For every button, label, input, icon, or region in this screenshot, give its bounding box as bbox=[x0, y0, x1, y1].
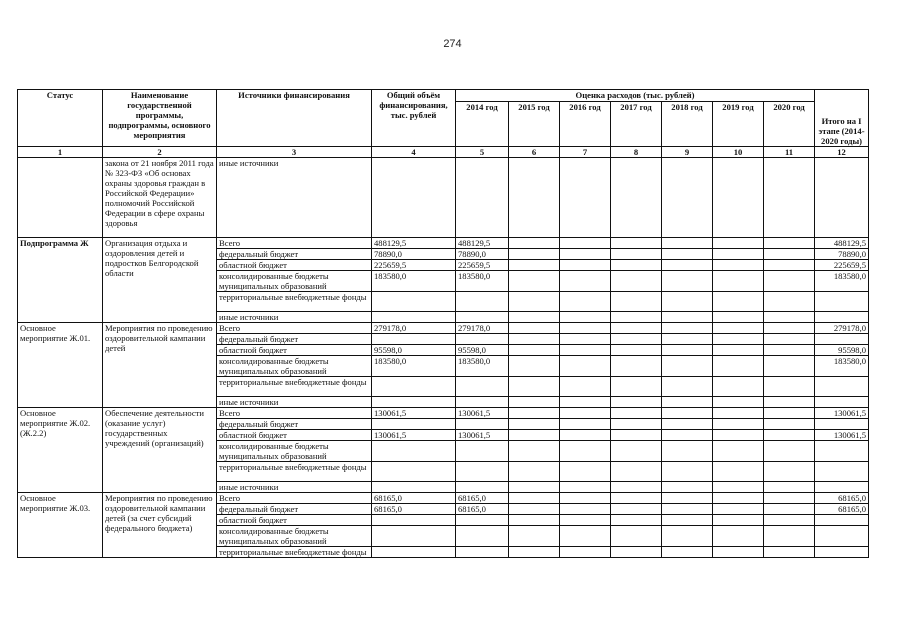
column-number: 10 bbox=[713, 147, 764, 158]
value-cell: 279178,0 bbox=[456, 323, 509, 334]
header-status: Статус bbox=[18, 90, 103, 147]
source-label: федеральный бюджет bbox=[217, 334, 372, 345]
value-cell: 183580,0 bbox=[456, 356, 509, 377]
source-label: Всего bbox=[217, 238, 372, 249]
table-row bbox=[18, 158, 869, 238]
table-row bbox=[18, 493, 869, 504]
value-cell: 130061,5 bbox=[815, 408, 869, 419]
row-status: Основное мероприятие Ж.02. (Ж.2.2) bbox=[18, 408, 103, 493]
value-cell: 95598,0 bbox=[815, 345, 869, 356]
header-total-volume: Общий объём финансирования, тыс. рублей bbox=[372, 90, 456, 147]
value-cell: 183580,0 bbox=[372, 271, 456, 292]
header-estimate: Оценка расходов (тыс. рублей) bbox=[456, 90, 815, 102]
source-label: консолидированные бюджеты муниципальных образований bbox=[217, 526, 372, 547]
source-label: иные источники bbox=[217, 397, 372, 408]
column-number: 4 bbox=[372, 147, 456, 158]
column-number: 2 bbox=[103, 147, 217, 158]
value-cell: 488129,5 bbox=[372, 238, 456, 249]
value-cell: 68165,0 bbox=[815, 504, 869, 515]
source-label: областной бюджет bbox=[217, 345, 372, 356]
value-cell: 488129,5 bbox=[815, 238, 869, 249]
value-cell: 68165,0 bbox=[372, 504, 456, 515]
source-label: областной бюджет bbox=[217, 260, 372, 271]
budget-table bbox=[17, 89, 869, 558]
source-label: консолидированные бюджеты муниципальных образований bbox=[217, 356, 372, 377]
column-number: 12 bbox=[815, 147, 869, 158]
source-label: областной бюджет bbox=[217, 515, 372, 526]
source-label: федеральный бюджет bbox=[217, 419, 372, 430]
value-cell: 78890,0 bbox=[372, 249, 456, 260]
source-label: Всего bbox=[217, 323, 372, 334]
column-number: 7 bbox=[560, 147, 611, 158]
source-label: иные источники bbox=[217, 158, 372, 238]
value-cell: 130061,5 bbox=[372, 430, 456, 441]
header-year: 2016 год bbox=[560, 102, 611, 147]
column-number: 6 bbox=[509, 147, 560, 158]
source-label: территориальные внебюджетные фонды bbox=[217, 292, 372, 312]
column-number: 8 bbox=[611, 147, 662, 158]
value-cell: 183580,0 bbox=[815, 271, 869, 292]
source-label: иные источники bbox=[217, 482, 372, 493]
value-cell: 183580,0 bbox=[815, 356, 869, 377]
column-number: 5 bbox=[456, 147, 509, 158]
source-label: областной бюджет bbox=[217, 430, 372, 441]
value-cell: 68165,0 bbox=[456, 493, 509, 504]
value-cell: 225659,5 bbox=[372, 260, 456, 271]
source-label: федеральный бюджет bbox=[217, 249, 372, 260]
header-sources: Источники финансирования bbox=[217, 90, 372, 147]
header-stage-total: Итого на I этапе (2014-2020 годы) bbox=[815, 90, 869, 147]
header-year: 2020 год bbox=[764, 102, 815, 147]
row-status: Основное мероприятие Ж.01. bbox=[18, 323, 103, 408]
continuation-name: закона от 21 ноября 2011 года № 323-ФЗ «Об основах охраны здоровья граждан в Российской Федерации» полномочий Российской Федерации в сфере охраны здоровья bbox=[103, 158, 217, 238]
table-row bbox=[18, 238, 869, 249]
source-label: иные источники bbox=[217, 312, 372, 323]
value-cell: 130061,5 bbox=[815, 430, 869, 441]
value-cell: 68165,0 bbox=[456, 504, 509, 515]
source-label: Всего bbox=[217, 493, 372, 504]
row-status: Подпрограмма Ж bbox=[18, 238, 103, 323]
source-label: территориальные внебюджетные фонды bbox=[217, 547, 372, 558]
value-cell: 95598,0 bbox=[456, 345, 509, 356]
value-cell: 78890,0 bbox=[815, 249, 869, 260]
value-cell: 279178,0 bbox=[815, 323, 869, 334]
column-number: 9 bbox=[662, 147, 713, 158]
value-cell: 225659,5 bbox=[456, 260, 509, 271]
source-label: консолидированные бюджеты муниципальных образований bbox=[217, 271, 372, 292]
column-number: 3 bbox=[217, 147, 372, 158]
source-label: федеральный бюджет bbox=[217, 504, 372, 515]
header-program-name: Наименование государственной программы, подпрограммы, основного мероприятия bbox=[103, 90, 217, 147]
value-cell: 68165,0 bbox=[372, 493, 456, 504]
row-program-name: Обеспечение деятельности (оказание услуг) государственных учреждений (организаций) bbox=[103, 408, 217, 493]
value-cell: 95598,0 bbox=[372, 345, 456, 356]
source-label: территориальные внебюджетные фонды bbox=[217, 462, 372, 482]
value-cell: 130061,5 bbox=[456, 430, 509, 441]
header-year: 2018 год bbox=[662, 102, 713, 147]
row-program-name: Организация отдыха и оздоровления детей и подростков Белгородской области bbox=[103, 238, 217, 323]
row-program-name: Мероприятия по проведению оздоровительной кампании детей bbox=[103, 323, 217, 408]
table-row bbox=[18, 323, 869, 334]
value-cell: 68165,0 bbox=[815, 493, 869, 504]
value-cell: 279178,0 bbox=[372, 323, 456, 334]
value-cell: 130061,5 bbox=[456, 408, 509, 419]
source-label: Всего bbox=[217, 408, 372, 419]
header-year: 2014 год bbox=[456, 102, 509, 147]
page-number: 274 bbox=[443, 38, 462, 50]
row-status: Основное мероприятие Ж.03. bbox=[18, 493, 103, 558]
value-cell: 78890,0 bbox=[456, 249, 509, 260]
source-label: территориальные внебюджетные фонды bbox=[217, 377, 372, 397]
row-program-name: Мероприятия по проведению оздоровительной кампании детей (за счет субсидий федерального бюджета) bbox=[103, 493, 217, 558]
value-cell: 183580,0 bbox=[372, 356, 456, 377]
value-cell: 130061,5 bbox=[372, 408, 456, 419]
header-year: 2015 год bbox=[509, 102, 560, 147]
column-number: 11 bbox=[764, 147, 815, 158]
value-cell: 225659,5 bbox=[815, 260, 869, 271]
value-cell: 488129,5 bbox=[456, 238, 509, 249]
header-year: 2019 год bbox=[713, 102, 764, 147]
value-cell: 183580,0 bbox=[456, 271, 509, 292]
header-year: 2017 год bbox=[611, 102, 662, 147]
column-number: 1 bbox=[18, 147, 103, 158]
source-label: консолидированные бюджеты муниципальных образований bbox=[217, 441, 372, 462]
table-row bbox=[18, 408, 869, 419]
